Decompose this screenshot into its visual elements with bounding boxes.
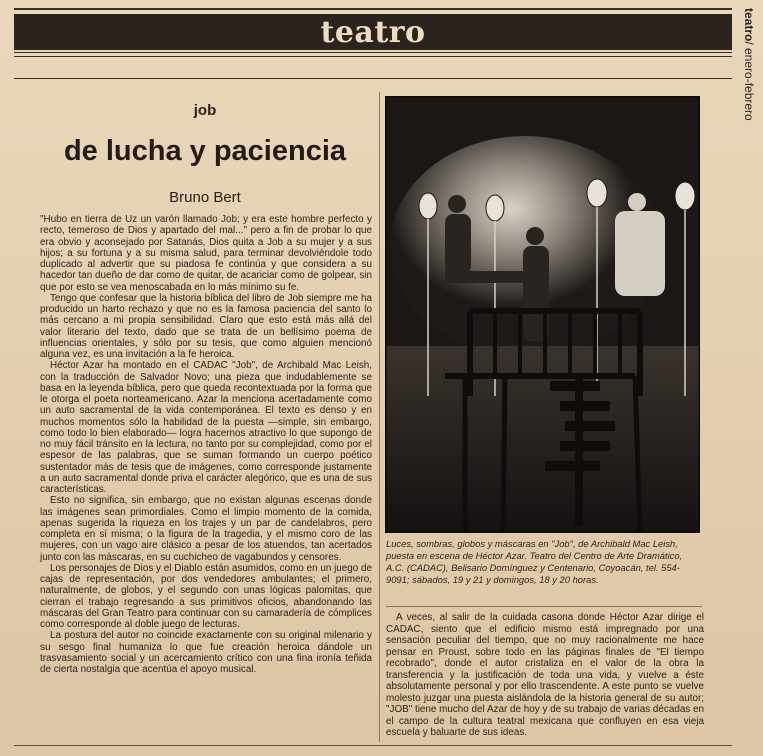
left-column (40, 80, 372, 746)
stage-photo (385, 96, 700, 533)
section-title: teatro (320, 15, 426, 50)
paragraph: La postura del autor no coincide exactamente con su original milenario y su sesgo final humaniza lo que fue creación heroica dándole un trasvasamiento social y un acercamiento crítico con una fina ironía teñida de cierta nostalgia que acentúa el apoyo musical. (40, 630, 372, 675)
paragraph: Tengo que confesar que la historia bíblica del libro de Job siempre me ha producido un harto rechazo y que no es la famosa paciencia del santo lo más cercano a mi propia sensibilidad. Claro que esto está más allá del valor literario del texto, dado que se trata de un bellísimo poema de influencias orientales, y sólo por su tesis, que como alguien mencionó alguna vez, es una invitación a la fe heroica. (40, 292, 372, 360)
stage-photo-illustration (385, 96, 700, 533)
page-sidebar (738, 8, 760, 208)
article-headline: de lucha y paciencia (63, 135, 347, 167)
paragraph: Héctor Azar ha montado en el CADAC "Job", de Archibald Mac Leish, con la traducción de Salvador Novo; una pieza que indudablemente se basa en la leyenda bíblica, pero que queda recontextuada por la forma que le otorga el poeta norteamericano. Azar la menciona acertadamente como un auto sacramental de la vida contemporánea. El texto es denso y en muchos momentos sólo la habilidad de la puesta —simple, sin embargo, como todo lo bien elaborado— logra hacernos atractivo lo que supongo de no muy fácil tránsito en la lectura, no tanto por su complejidad, como por el espesor de las palabras, que se suman formando un cuerpo poético sustentador más de tesis que de imágenes, como corresponde justamente a un auto sacramental donde priva el carácter alegórico, que es una de sus características. (40, 360, 372, 495)
article-byline: Bruno Bert (169, 189, 241, 206)
paragraph: A veces, al salir de la cuidada casona donde Héctor Azar dirige el CADAC, siento que el edificio mismo está impregnado por una sensación peculiar del tiempo, que no muy racionalmente me hace pensar en Proust, sobre todo en las páginas finales de "El tiempo recobrado", donde el autor cristaliza en el valor de la obra la transferencia y la justificación de toda una vida, y vuelve a éste absolutamente personal y por ello trascendente. A este punto se vuelve molesto juzgar una puesta aislándola de la historia general de su autor; "JOB" tiene mucho del Azar de hoy y de su trabajo de varias décadas en el campo de la cultura teatral mexicana que confluyen en esa vieja escuela y baluarte de sus ideas. (386, 612, 704, 738)
section-banner (14, 14, 732, 50)
article-body-right (386, 612, 704, 739)
top-rule (14, 8, 732, 10)
bottom-rule (14, 745, 732, 746)
paragraph: Esto no significa, sin embargo, que no existan algunas escenas donde las imágenes sean primordiales. Como el limpio momento de la comida, apenas sugerida la riqueza en los trajes y un par de candelabros, pero completa en sí misma; o la figura de la tragedia, y el mismo coro de las mujeres, con un vago aire clásico a pesar de los atuendos, tan acertados junto con las máscaras, en su cuchicheo de vagabundos y censores. (40, 495, 372, 563)
sidebar-label (740, 8, 758, 121)
photo-caption: Luces, sombras, globos y máscaras en "Job", de Archibald Mac Leish, puesta en escena de Héctor Azar. Teatro del Centro de Arte Dramático, A.C. (CADAC), Belisario Domínguez y Centenario, Coyoacán, tel. 554-9091; sábados, 19 y 21 y domingos, 18 y 20 horas. (386, 538, 683, 585)
paragraph: "Hubo en tierra de Uz un varón llamado Job; y era este hombre perfecto y recto, temeroso de Dios y apartado del mal..." pero a fin de probar lo que era obvio y aconsejado por Satanás, Dios quita a Job a su mujer y a sus hijos; a su fortuna y a su misma salud, para terminar devolviéndole todo duplicado al advertir que su piadosa fe continúa y que considera a su hacedor tan dueño de dar como de quitar, de acariciar como de golpear, sin que por esto se vea menoscabada en lo más mínimo su fe. (40, 214, 372, 293)
article-kicker: job (193, 102, 217, 119)
banner-rule (14, 52, 732, 53)
paragraph: Los personajes de Dios y el Diablo están asumidos, como en un juego de cajas de representación, por dos vendedores ambulantes; el primero, naturalmente, de globos, y el segundo con unas lógicas palomitas, que cierran el trabajo regresando a sus primitivos oficios, abandonando las máscaras del Gran Teatro para continuar con su camaradería de cómplices como corresponde al doble juego de lecturas. (40, 562, 372, 630)
article-body-left (40, 214, 372, 675)
banner-rule-2 (14, 56, 732, 57)
sidebar-section: teatro (742, 8, 756, 42)
sidebar-date: / enero-febrero (742, 41, 756, 121)
column-divider (379, 92, 380, 742)
banner-rule-3 (14, 78, 732, 79)
caption-rule (386, 606, 702, 607)
